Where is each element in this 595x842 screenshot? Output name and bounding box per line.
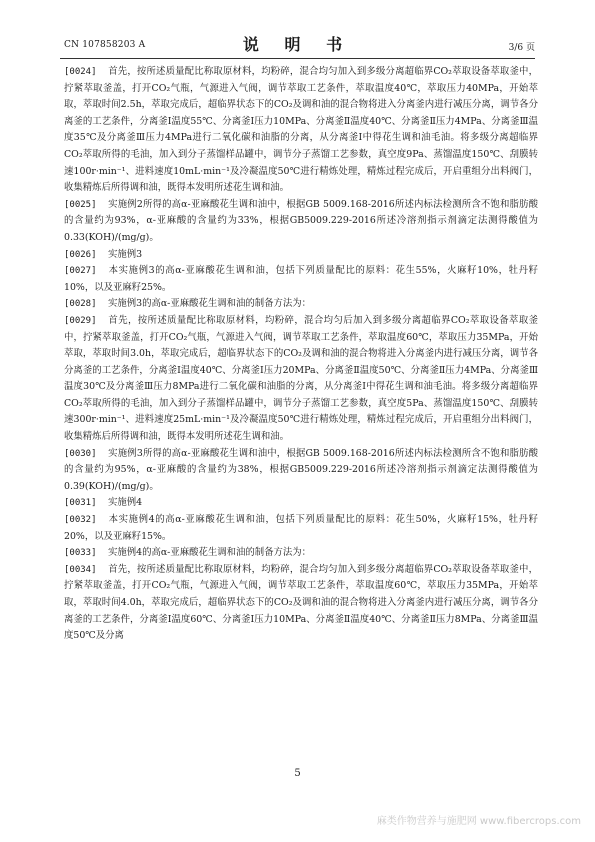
paragraph-0024 xyxy=(64,64,538,197)
paragraph-0027 xyxy=(64,263,538,296)
paragraph-tag: [0024] xyxy=(64,67,97,77)
paragraph-text: 实施例3所得的高α-亚麻酸花生调和油中，根据GB 5009.168-2016所述内标法检测所含不饱和脂肪酸的含量约为95%，α-亚麻酸的含量约为38%，根据GB5009.229-2016所述冷溶剂指示剂滴定法测得酸值为0.39(KOH)/(mg/g)。 xyxy=(64,447,538,492)
paragraph-text: 首先，按所述质量配比称取原材料，均粉碎，混合均匀加入到多级分离超临界CO₂萃取设备萃取釜中，拧紧萃取釜盖，打开CO₂气瓶，气源进入气阀，调节萃取工艺条件，萃取温度60℃，萃取压力35MPa，开始萃取，萃取时间4.0h，萃取完成后，超临界状态下的CO₂及调和油的混合物将进入分离釜内进行减压分离，调节各分离釜的工艺条件，分离釜Ⅰ温度60℃、分离釜Ⅰ压力10MPa、分离釜Ⅱ温度40℃、分离釜Ⅱ压力8MPa、分离釜Ⅲ温度50℃及分离 xyxy=(64,563,538,642)
patent-number: CN 107858203 A xyxy=(64,40,146,50)
paragraph-0030 xyxy=(64,446,538,496)
paragraph-text: 本实施例4的高α-亚麻酸花生调和油，包括下列质量配比的原料：花生50%，火麻籽15%，牡丹籽20%，以及亚麻籽15%。 xyxy=(64,514,538,542)
header-divider xyxy=(60,58,535,59)
paragraph-tag: [0030] xyxy=(64,448,97,459)
paragraph-0028 xyxy=(64,296,538,313)
document-body xyxy=(64,64,538,645)
paragraph-tag: [0034] xyxy=(64,564,97,575)
page-header xyxy=(0,0,595,66)
paragraph-text: 本实施例3的高α-亚麻酸花生调和油，包括下列质量配比的原料：花生55%，火麻籽10%，牡丹籽10%，以及亚麻籽25%。 xyxy=(64,265,538,293)
paragraph-tag: [0033] xyxy=(64,548,97,559)
paragraph-tag: [0025] xyxy=(64,199,97,210)
paragraph-0034 xyxy=(64,562,538,645)
page-number: 5 xyxy=(294,768,301,779)
paragraph-text: 首先，按所述质量配比称取原材料，均粉碎，混合均匀加入到多级分离超临界CO₂萃取设备萃取釜中，拧紧萃取釜盖，打开CO₂气瓶，气源进入气阀，调节萃取工艺条件，萃取温度40℃，萃取压力40MPa，开始萃取，萃取时间2.5h，萃取完成后，超临界状态下的CO₂及调和油的混合物将进入分离釜内进行减压分离，调节各分离釜的工艺条件，分离釜Ⅰ温度55℃、分离釜Ⅰ压力10MPa、分离釜Ⅱ温度40℃、分离釜Ⅱ压力4MPa、分离釜Ⅲ温度35℃及分离釜Ⅲ压力4MPa进行二氧化碳和油脂的分离，从分离釜Ⅰ中得花生调和油毛油。将多级分离超临界CO₂萃取所得的毛油，加入到分子蒸馏样品罐中，调节分子蒸馏工艺参数，真空度9Pa、蒸馏温度150℃、刮膜转速100r·min⁻¹、进料速度10mL·min⁻¹及冷凝温度50℃进行精炼处理，精炼过程完成后，开启重组分出料阀门，收集精炼后所得调和油，既得本发明所述花生调和油。 xyxy=(64,66,538,194)
document-title: 说 明 书 xyxy=(242,35,353,54)
paragraph-0032 xyxy=(64,512,538,545)
paragraph-text: 实施例4的高α-亚麻酸花生调和油的制备方法为： xyxy=(108,547,311,559)
paragraph-text: 实施例2所得的高α-亚麻酸花生调和油中，根据GB 5009.168-2016所述内标法检测所含不饱和脂肪酸的含量约为93%，α-亚麻酸的含量约为33%，根据GB5009.229-2016所述冷溶剂指示剂滴定法测得酸值为0.33(KOH)/(mg/g)。 xyxy=(64,198,538,243)
site-watermark: 麻类作物营养与施肥网 www.fibercrops.com xyxy=(376,816,581,827)
paragraph-0029 xyxy=(64,313,538,446)
paragraph-0025 xyxy=(64,197,538,247)
paragraph-tag: [0027] xyxy=(64,266,97,277)
paragraph-0031 xyxy=(64,495,538,512)
page-indicator: 3/6 页 xyxy=(508,43,535,53)
paragraph-tag: [0028] xyxy=(64,299,97,310)
paragraph-text: 实施例3的高α-亚麻酸花生调和油的制备方法为： xyxy=(108,298,311,310)
paragraph-tag: [0029] xyxy=(64,315,97,326)
paragraph-tag: [0032] xyxy=(64,515,97,526)
paragraph-0033 xyxy=(64,545,538,562)
paragraph-text: 首先，按所述质量配比称取原材料，均粉碎，混合均匀后加入到多级分离超临界CO₂萃取设备萃取釜中，拧紧萃取釜盖，打开CO₂气瓶，气源进入气阀，调节萃取工艺条件，萃取温度60℃，萃取压力35MPa，开始萃取，萃取时间3.0h，萃取完成后，超临界状态下的CO₂及调和油的混合物将进入分离釜内进行减压分离，调节各分离釜的工艺条件，分离釜Ⅰ温度40℃、分离釜Ⅰ压力20MPa、分离釜Ⅱ温度50℃、分离釜Ⅱ压力4MPa、分离釜Ⅲ温度30℃及分离釜Ⅲ压力8MPa进行二氧化碳和油脂的分离，从分离釜Ⅰ中得花生调和油毛油。将多级分离超临界CO₂萃取所得的毛油，加入到分子蒸馏样品罐中，调节分子蒸馏工艺参数，真空度5Pa、蒸馏温度150℃、刮膜转速300r·min⁻¹、进料速度25mL·min⁻¹及冷凝温度50℃进行精炼处理，精炼过程完成后，开启重组分出料阀门，收集精炼后所得调和油，既得本发明所述花生调和油。 xyxy=(64,314,538,443)
paragraph-0026 xyxy=(64,247,538,264)
paragraph-tag: [0031] xyxy=(64,498,97,509)
paragraph-text: 实施例4 xyxy=(108,497,143,509)
paragraph-text: 实施例3 xyxy=(108,248,143,260)
paragraph-tag: [0026] xyxy=(64,249,97,260)
